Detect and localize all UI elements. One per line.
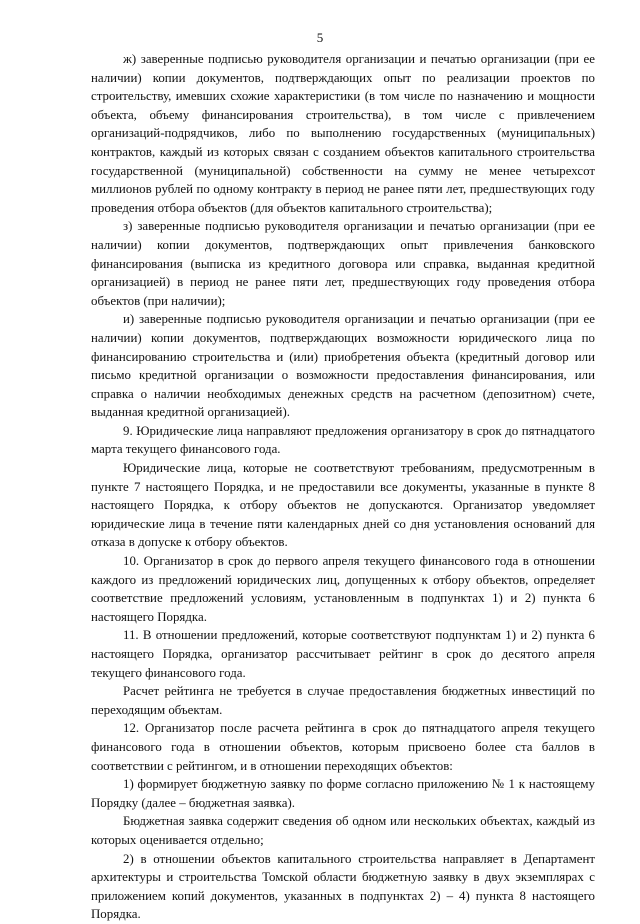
document-body bbox=[91, 50, 595, 924]
paragraph-12-1-budget-request: 1) формирует бюджетную заявку по форме согласно приложению № 1 к настоящему Порядку (далее – бюджетная заявка). bbox=[91, 777, 595, 810]
paragraph-9-submission-deadline: 9. Юридические лица направляют предложения организатору в срок до пятнадцатого марта текущего финансового года. bbox=[91, 423, 595, 457]
paragraph-12-organizer-actions: 12. Организатор после расчета рейтинга в срок до пятнадцатого апреля текущего финансового года в отношении объектов, которым присвоено более ста баллов в соответствии с рейтингом, и в отношении переходящих объектов: bbox=[91, 721, 595, 773]
page-number: 5 bbox=[316, 30, 324, 45]
paragraph-11-rating: 11. В отношении предложений, которые соответствуют подпунктам 1) и 2) пункта 6 настоящего Порядка, организатор рассчитывает рейтинг в срок до десятого апреля текущего финансового года. bbox=[91, 628, 595, 680]
paragraph-z-bank-financing: з) заверенные подписью руководителя организации и печатью организации (при ее наличии) копии документов, подтверждающих опыт привлечения банковского финансирования (выписка из кредитного договора или справка, выданная кредитной организацией) в период не ранее пяти лет, предшествующих году проведения отбора объектов (при наличии); bbox=[91, 219, 595, 308]
paragraph-12-budget-request-contents: Бюджетная заявка содержит сведения об одном или нескольких объектах, каждый из которых оценивается отдельно; bbox=[91, 814, 595, 847]
paragraph-11-rating-exception: Расчет рейтинга не требуется в случае предоставления бюджетных инвестиций по переходящим объектам. bbox=[91, 684, 595, 717]
paragraph-zh-experience-construction: ж) заверенные подписью руководителя организации и печатью организации (при ее наличии) копии документов, подтверждающих опыт по реализации проектов по строительству, имевших схожие характеристики (в том числе по назначению и мощности объекта, объему финансирования строительства), в том числе с привлечением организаций-подрядчиков, либо по выполнению государственных (муниципальных) контрактов, каждый из которых связан с созданием объектов капитального строительства государственной (муниципальной) собственности на сумму не менее четырехсот миллионов рублей по одному контракту в период не ранее пяти лет, предшествующих году проведения отбора объектов (для объектов капитального строительства); bbox=[91, 52, 595, 215]
paragraph-9-rejection: Юридические лица, которые не соответствуют требованиям, предусмотренным в пункте 7 настоящего Порядка, и не предоставили все документы, указанные в пункте 8 настоящего Порядка, к отбору объектов не допускаются. Организатор уведомляет юридические лица в течение пяти календарных дней со дня установления оснований для отказа в допуске к отбору объектов. bbox=[91, 461, 595, 550]
paragraph-12-2-submission: 2) в отношении объектов капитального строительства направляет в Департамент архитектуры и строительства Томской области бюджетную заявку в двух экземплярах с приложением копий документов, указанных в подпунктах 2) – 4) пункта 8 настоящего Порядка. bbox=[91, 851, 595, 922]
paragraph-10-compliance-check: 10. Организатор в срок до первого апреля текущего финансового года в отношении каждого из предложений юридических лиц, допущенных к отбору объектов, определяет соответствие предложений условиям, установленным в подпунктах 1) и 2) пункта 6 настоящего Порядка. bbox=[91, 554, 595, 624]
paragraph-i-financing-capacity: и) заверенные подписью руководителя организации и печатью организации (при ее наличии) копии документов, подтверждающих возможности юридического лица по финансированию строительства и (или) приобретения объекта (кредитный договор или письмо кредитной организации о возможности предоставления финансирования, или справка о наличии необходимых денежных средств на расчетном (депозитном) счете, выданная кредитной организацией). bbox=[91, 312, 595, 420]
